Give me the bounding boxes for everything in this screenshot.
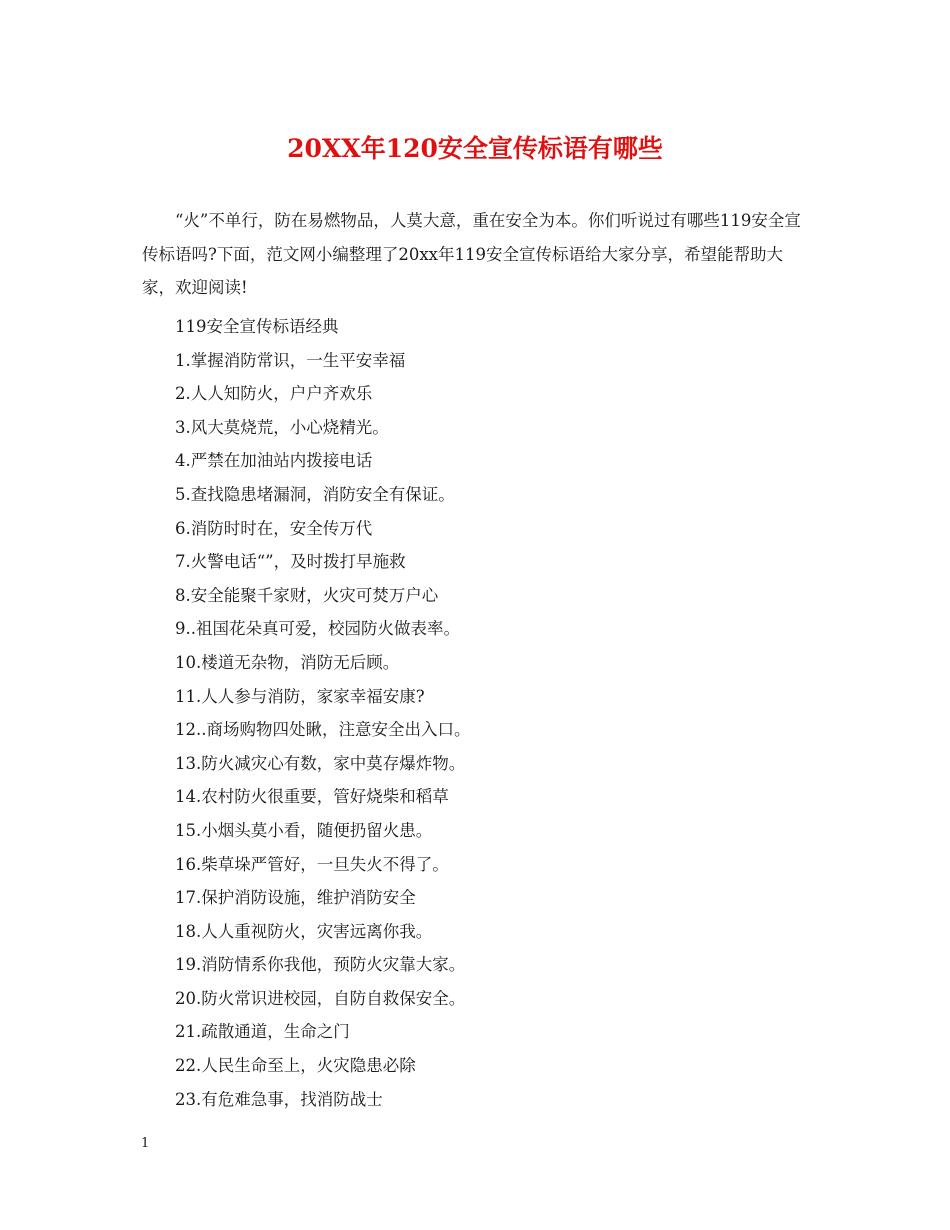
list-item: 8.安全能聚千家财，火灾可焚万户心	[175, 585, 439, 605]
list-item: 16.柴草垛严管好，一旦失火不得了。	[175, 854, 449, 874]
list-item: 18.人人重视防火，灾害远离你我。	[175, 921, 433, 941]
list-item: 20.防火常识进校园，自防自救保安全。	[175, 988, 466, 1008]
list-item: 14.农村防火很重要，管好烧柴和稻草	[175, 787, 449, 807]
list-item: 7.火警电话“”，及时拨打早施救	[175, 552, 406, 572]
list-item: 2.人人知防火，户户齐欢乐	[175, 384, 373, 404]
list-item: 22.人民生命至上，火灾隐患必除	[175, 1056, 416, 1076]
list-item: 1.掌握消防常识，一生平安幸福	[175, 350, 406, 370]
slogan-list	[175, 310, 815, 1116]
list-item: 4.严禁在加油站内拨接电话	[175, 451, 373, 471]
document-title: 20XX年120安全宣传标语有哪些	[287, 134, 663, 163]
list-item: 23.有危难急事，找消防战士	[175, 1089, 383, 1109]
list-item: 5.查找隐患堵漏洞，消防安全有保证。	[175, 484, 455, 504]
list-item: 12..商场购物四处瞅，注意安全出入口。	[175, 720, 471, 740]
intro-paragraph: “火”不单行，防在易燃物品，人莫大意，重在安全为本。你们听说过有哪些119安全宣传标语吗?下面，范文网小编整理了20xx年119安全宣传标语给大家分享，希望能帮助大家，欢迎阅读!	[142, 211, 801, 298]
list-item: 17.保护消防设施，维护消防安全	[175, 888, 416, 908]
list-item: 6.消防时时在，安全传万代	[175, 518, 373, 538]
list-item: 11.人人参与消防，家家幸福安康?	[175, 686, 425, 706]
list-heading: 119安全宣传标语经典	[175, 317, 339, 336]
list-item: 9..祖国花朵真可爱，校园防火做表率。	[175, 619, 460, 639]
list-item: 13.防火减灾心有数，家中莫存爆炸物。	[175, 753, 466, 773]
page-number: 1	[141, 1136, 150, 1151]
list-item: 19.消防情系你我他，预防火灾靠大家。	[175, 955, 466, 975]
list-item: 15.小烟头莫小看，随便扔留火患。	[175, 820, 433, 840]
list-item: 21.疏散通道，生命之门	[175, 1022, 350, 1042]
list-item: 3.风大莫烧荒，小心烧精光。	[175, 417, 389, 437]
list-item: 10.楼道无杂物，消防无后顾。	[175, 652, 400, 672]
